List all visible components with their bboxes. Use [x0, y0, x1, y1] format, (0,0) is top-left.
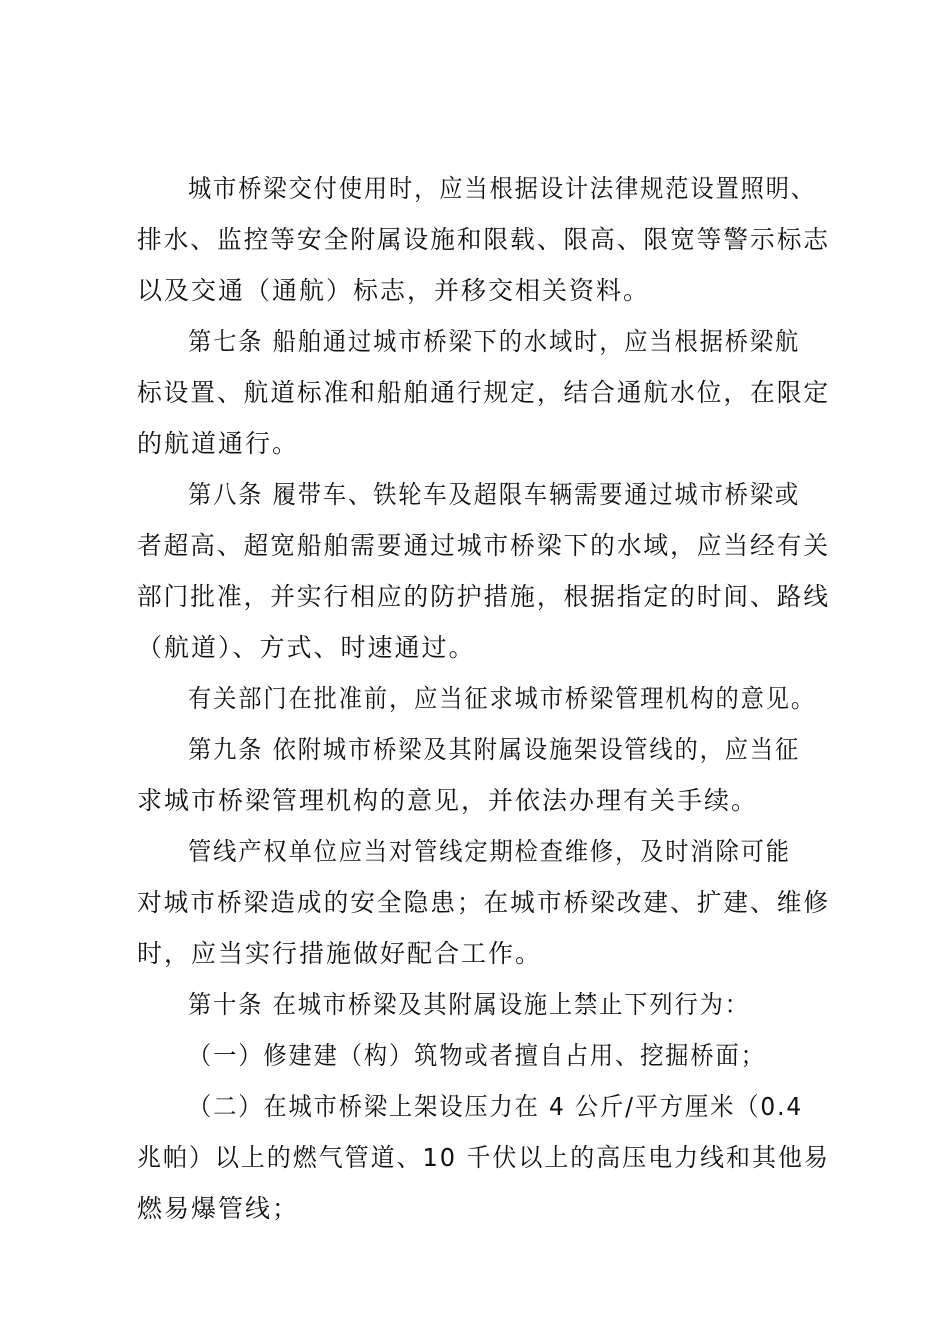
- text-line: （航道）、方式、时速通过。: [137, 633, 476, 662]
- text-line: 燃易爆管线；: [137, 1194, 300, 1223]
- text-line: 者超高、超宽船舶需要通过城市桥梁下的水域，应当经有关: [137, 531, 831, 560]
- text-line: 时，应当实行措施做好配合工作。: [137, 939, 543, 968]
- text-line: 的航道通行。: [137, 429, 300, 458]
- text-line: 以及交通（通航）标志，并移交相关资料。: [137, 276, 651, 305]
- text-line: 标设置、航道标准和船舶通行规定，结合通航水位，在限定: [137, 378, 831, 407]
- text-line: 第十条 在城市桥梁及其附属设施上禁止下列行为：: [188, 990, 750, 1019]
- text-line: 有关部门在批准前，应当征求城市桥梁管理机构的意见。: [188, 684, 817, 713]
- text-line: （二）在城市桥梁上架设压力在 4 公斤/平方厘米（0.4: [188, 1092, 803, 1121]
- text-line: 管线产权单位应当对管线定期检查维修，及时消除可能: [188, 837, 791, 866]
- text-line: 排水、监控等安全附属设施和限载、限高、限宽等警示标志: [137, 225, 831, 254]
- text-line: （一）修建建（构）筑物或者擅自占用、挖掘桥面；: [188, 1041, 766, 1070]
- text-line: 兆帕）以上的燃气管道、10 千伏以上的高压电力线和其他易: [137, 1143, 830, 1172]
- text-line: 部门批准，并实行相应的防护措施，根据指定的时间、路线: [137, 582, 831, 611]
- text-line: 对城市桥梁造成的安全隐患；在城市桥梁改建、扩建、维修: [137, 888, 831, 917]
- text-line: 第九条 依附城市桥梁及其附属设施架设管线的，应当征: [188, 735, 801, 764]
- text-line: 第七条 船舶通过城市桥梁下的水域时，应当根据桥梁航: [188, 327, 801, 356]
- text-line: 求城市桥梁管理机构的意见，并依法办理有关手续。: [137, 786, 759, 815]
- text-line: 城市桥梁交付使用时，应当根据设计法律规范设置照明、: [188, 174, 817, 203]
- text-line: 第八条 履带车、铁轮车及超限车辆需要通过城市桥梁或: [188, 480, 801, 509]
